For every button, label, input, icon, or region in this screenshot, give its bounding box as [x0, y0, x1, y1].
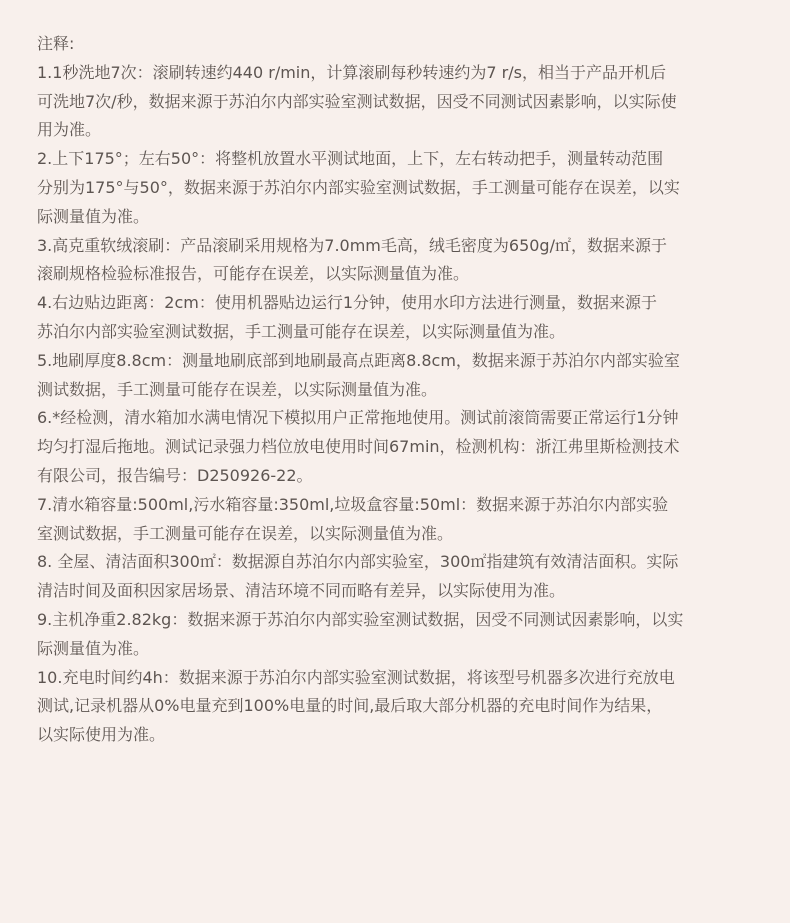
note-line: 滚刷规格检验标准报告，可能存在误差，以实际测量值为准。: [37, 264, 470, 284]
note-line: 3.高克重软绒滚刷：产品滚刷采用规格为7.0mm毛高，绒毛密度为650g/㎡，数据来源于: [37, 235, 667, 255]
notes-section: [37, 30, 762, 750]
note-line: 9.主机净重2.82kg：数据来源于苏泊尔内部实验室测试数据，因受不同测试因素影响，以实: [37, 609, 684, 629]
note-line: 有限公司，报告编号：D250926-22。: [37, 465, 313, 485]
note-line: 清洁时间及面积因家居场景、清洁环境不同而略有差异，以实际使用为准。: [37, 581, 566, 601]
note-line: 1.1秒洗地7次：滚刷转速约440 r/min，计算滚刷每秒转速约为7 r/s，相当于产品开机后: [37, 62, 666, 82]
note-line: 测试数据，手工测量可能存在误差，以实际测量值为准。: [37, 379, 438, 399]
note-line: 2.上下175°；左右50°：将整机放置水平测试地面，上下，左右转动把手，测量转动范围: [37, 149, 664, 169]
note-line: 际测量值为准。: [37, 206, 150, 226]
note-line: 8. 全屋、清洁面积300㎡：数据源自苏泊尔内部实验室，300㎡指建筑有效清洁面积。实际: [37, 552, 679, 572]
note-line: 苏泊尔内部实验室测试数据，手工测量可能存在误差，以实际测量值为准。: [37, 321, 566, 341]
note-line: 以实际使用为准。: [37, 725, 166, 745]
note-line: 用为准。: [37, 120, 102, 140]
note-line: 分别为175°与50°，数据来源于苏泊尔内部实验室测试数据，手工测量可能存在误差，以实: [37, 177, 680, 197]
note-line: 4.右边贴边距离：2cm：使用机器贴边运行1分钟，使用水印方法进行测量，数据来源于: [37, 293, 658, 313]
note-line: 际测量值为准。: [37, 638, 150, 658]
note-line: 7.清水箱容量:500ml,污水箱容量:350ml,垃圾盒容量:50ml：数据来源于苏泊尔内部实验: [37, 494, 669, 514]
note-line: 6.*经检测，清水箱加水满电情况下模拟用户正常拖地使用。测试前滚筒需要正常运行1分钟: [37, 408, 679, 428]
note-line: 均匀打湿后拖地。测试记录强力档位放电使用时间67min，检测机构：浙江弗里斯检测技术: [37, 437, 680, 457]
note-line: 可洗地7次/秒，数据来源于苏泊尔内部实验室测试数据，因受不同测试因素影响，以实际使: [37, 91, 677, 111]
note-line: 测试,记录机器从0%电量充到100%电量的时间,最后取大部分机器的充电时间作为结果，: [37, 696, 663, 716]
note-line: 10.充电时间约4h：数据来源于苏泊尔内部实验室测试数据，将该型号机器多次进行充放电: [37, 667, 675, 687]
notes-heading: 注释:: [37, 34, 75, 53]
note-line: 5.地刷厚度8.8cm：测量地刷底部到地刷最高点距离8.8cm，数据来源于苏泊尔内部实验室: [37, 350, 680, 370]
note-line: 室测试数据，手工测量可能存在误差，以实际测量值为准。: [37, 523, 454, 543]
